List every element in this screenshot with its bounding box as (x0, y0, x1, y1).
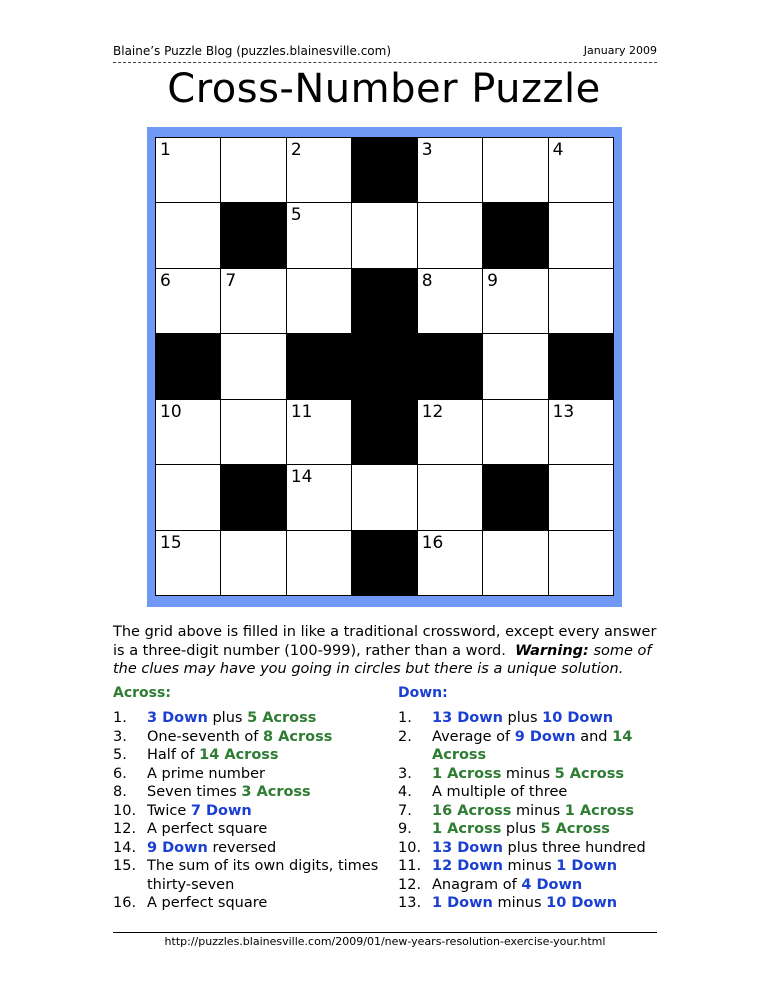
puzzle-grid (155, 137, 614, 596)
grid-cell[interactable] (287, 203, 352, 268)
grid-cell[interactable] (418, 269, 483, 334)
down-clue (398, 709, 658, 728)
down-clue (398, 765, 658, 784)
clue-text (147, 820, 383, 839)
clue-number: 3. (113, 728, 127, 745)
black-cell (352, 400, 417, 465)
grid-cell[interactable] (549, 269, 614, 334)
black-cell (483, 465, 548, 530)
grid-cell[interactable] (549, 465, 614, 530)
cell-number: 4 (552, 140, 564, 160)
intro-text: The grid above is filled in like a traditional crossword, except every answer is a three-digit number (100-999), rather than a word. (113, 624, 657, 659)
clue-text-part: A prime number (147, 765, 265, 782)
cell-number: 16 (421, 532, 444, 553)
clue-number: 8. (113, 784, 127, 800)
clue-text (147, 802, 383, 821)
across-clue (113, 802, 383, 821)
cell-number: 15 (160, 532, 182, 553)
blog-name: Blaine’s Puzzle Blog (puzzles.blainesville.com) (113, 44, 391, 58)
clue-number: 1. (398, 710, 412, 726)
across-clue (113, 839, 383, 858)
clue-text-part: plus (502, 710, 543, 726)
grid-cell[interactable] (418, 531, 483, 596)
black-cell (221, 465, 286, 530)
grid-cell[interactable] (418, 138, 483, 203)
black-cell (221, 203, 286, 268)
down-clue (398, 820, 658, 839)
across-clue (113, 857, 383, 894)
black-cell (352, 334, 417, 399)
clue-text (432, 709, 658, 728)
cell-number: 9 (487, 270, 498, 291)
clue-text-part: minus (502, 858, 557, 874)
down-clue (398, 802, 658, 821)
black-cell (287, 334, 352, 399)
grid-cell[interactable] (549, 531, 614, 596)
clue-text-part: Twice (147, 802, 191, 819)
cell-number: 12 (421, 401, 444, 422)
grid-cell[interactable] (549, 203, 614, 268)
clue-text (432, 894, 658, 913)
clue-text (432, 802, 658, 821)
grid-cell[interactable] (221, 138, 286, 203)
clue-reference: 1 Across (564, 802, 635, 819)
clue-number: 10. (398, 839, 422, 856)
clue-text-part: The sum of its own digits, times thirty-seven (147, 858, 379, 893)
clue-text-part: reversed (207, 839, 277, 856)
clue-text-part: One-seventh of (147, 728, 263, 745)
grid-cell[interactable] (156, 465, 221, 530)
clue-reference: 9 Down (147, 839, 208, 856)
clue-text (147, 839, 383, 858)
grid-cell[interactable] (287, 400, 352, 465)
down-clue (398, 857, 658, 876)
across-clue (113, 765, 383, 784)
across-clue (113, 820, 383, 839)
grid-cell[interactable] (221, 334, 286, 399)
across-clue (113, 894, 383, 913)
clue-reference: 5 Across (247, 710, 317, 726)
grid-cell[interactable] (352, 465, 417, 530)
black-cell (352, 531, 417, 596)
across-clue (113, 709, 383, 728)
clue-number: 6. (113, 765, 127, 782)
clue-text-part: Half of (147, 747, 200, 763)
clue-reference: 9 Down (514, 728, 576, 745)
black-cell (352, 138, 417, 203)
across-heading: Across: (113, 685, 171, 701)
across-clue (113, 728, 383, 747)
clue-reference: 4 Down (521, 876, 583, 893)
clue-text-part: Anagram of (432, 876, 522, 893)
cell-number: 5 (290, 205, 302, 226)
clue-reference: 16 Across (432, 802, 512, 819)
footer-url: http://puzzles.blainesville.com/2009/01/new-years-resolution-exercise-your.html (113, 932, 657, 948)
grid-cell[interactable] (156, 400, 221, 465)
clue-number: 14. (113, 839, 137, 856)
grid-cell[interactable] (221, 269, 286, 334)
clue-number: 3. (398, 765, 412, 782)
cell-number: 6 (160, 270, 171, 291)
grid-cell[interactable] (156, 269, 221, 334)
grid-cell[interactable] (221, 531, 286, 596)
black-cell (549, 334, 614, 399)
clue-text (147, 709, 383, 728)
down-clue (398, 728, 658, 765)
clue-reference: 10 Down (546, 895, 618, 911)
across-clues-list (113, 709, 383, 913)
grid-cell[interactable] (287, 531, 352, 596)
puzzle-frame (147, 127, 622, 607)
clue-number: 13. (398, 895, 422, 911)
clue-number: 12. (398, 876, 422, 893)
cell-number: 2 (290, 140, 302, 160)
clue-reference: 14 Across (199, 747, 279, 763)
clue-text (147, 765, 383, 784)
cell-number: 13 (552, 401, 575, 422)
clue-number: 12. (113, 821, 137, 837)
clue-number: 9. (398, 821, 412, 837)
clue-text (432, 728, 658, 765)
clue-text-part: A perfect square (147, 895, 268, 911)
warning-label: Warning: (515, 642, 589, 659)
clue-reference: 5 Across (554, 765, 624, 782)
clue-text-part: minus (511, 802, 565, 819)
clue-text (432, 783, 658, 802)
grid-cell[interactable] (483, 269, 548, 334)
clue-number: 16. (113, 895, 137, 911)
page-title: Cross-Number Puzzle (167, 66, 601, 112)
clue-reference: 1 Down (432, 895, 493, 911)
clue-text (147, 894, 383, 913)
across-clue (113, 746, 383, 765)
grid-cell[interactable] (549, 138, 614, 203)
clue-number: 4. (398, 784, 412, 800)
clue-text-part: A perfect square (147, 821, 268, 837)
clue-reference: 1 Across (432, 765, 502, 782)
intro-paragraph (113, 623, 661, 679)
clue-text-part: Average of (432, 728, 515, 745)
cell-number: 7 (225, 270, 237, 291)
clue-text-part: plus (207, 710, 248, 726)
down-clue (398, 894, 658, 913)
clue-text (432, 820, 658, 839)
warning-text: some of the clues may have you going in circles but there is a unique solution. (113, 642, 652, 677)
grid-cell[interactable] (483, 334, 548, 399)
clue-reference: 12 Down (432, 858, 503, 874)
clue-text (147, 783, 383, 802)
cell-number: 10 (160, 401, 182, 422)
cell-number: 3 (421, 140, 433, 160)
grid-cell[interactable] (287, 269, 352, 334)
clue-reference: 8 Across (263, 728, 333, 745)
clue-text (432, 839, 658, 858)
black-cell (418, 334, 483, 399)
clue-text (147, 857, 383, 894)
clue-reference: 7 Down (190, 802, 252, 819)
clue-number: 2. (398, 728, 412, 745)
page-header (113, 44, 657, 63)
clue-text (432, 765, 658, 784)
grid-cell[interactable] (483, 531, 548, 596)
down-clue (398, 839, 658, 858)
clue-text-part: plus three hundred (502, 839, 646, 856)
down-clue (398, 783, 658, 802)
down-clue (398, 876, 658, 895)
clue-text-part: and (575, 728, 613, 745)
clue-reference: 10 Down (542, 710, 614, 726)
clue-number: 1. (113, 710, 127, 726)
grid-cell[interactable] (287, 138, 352, 203)
cell-number: 11 (290, 401, 313, 422)
clue-text-part: A multiple of three (432, 784, 568, 800)
clue-text-part: plus (501, 821, 541, 837)
grid-cell[interactable] (287, 465, 352, 530)
black-cell (156, 334, 221, 399)
clue-number: 10. (113, 802, 137, 819)
date-label: January 2009 (583, 44, 657, 57)
clue-reference: 13 Down (432, 839, 503, 856)
clue-number: 15. (113, 858, 137, 874)
clue-text (432, 876, 658, 895)
cell-number: 1 (160, 140, 171, 160)
clue-number: 5. (113, 747, 127, 763)
grid-cell[interactable] (418, 400, 483, 465)
grid-cell[interactable] (418, 203, 483, 268)
clue-reference: 14 Across (432, 728, 633, 763)
clue-text (147, 728, 383, 747)
clue-reference: 3 Down (147, 710, 208, 726)
grid-cell[interactable] (483, 138, 548, 203)
black-cell (483, 203, 548, 268)
grid-cell[interactable] (418, 465, 483, 530)
grid-cell[interactable] (483, 400, 548, 465)
cell-number: 8 (421, 270, 433, 291)
clue-number: 7. (398, 802, 412, 819)
clue-text-part: minus (501, 765, 555, 782)
down-clues-list (398, 709, 658, 913)
clue-text (147, 746, 383, 765)
down-heading: Down: (398, 685, 448, 701)
grid-cell[interactable] (156, 531, 221, 596)
clue-text (432, 857, 658, 876)
grid-cell[interactable] (549, 400, 614, 465)
grid-cell[interactable] (156, 203, 221, 268)
cell-number: 14 (290, 467, 313, 488)
clue-reference: 13 Down (432, 710, 503, 726)
grid-cell[interactable] (352, 203, 417, 268)
clue-reference: 3 Across (241, 784, 311, 800)
grid-cell[interactable] (156, 138, 221, 203)
black-cell (352, 269, 417, 334)
grid-cell[interactable] (221, 400, 286, 465)
across-clue (113, 783, 383, 802)
clue-reference: 1 Across (432, 821, 502, 837)
clue-reference: 5 Across (540, 821, 610, 837)
clue-text-part: minus (492, 895, 547, 911)
clue-text-part: Seven times (147, 784, 242, 800)
clue-number: 11. (398, 858, 422, 874)
clue-reference: 1 Down (556, 858, 618, 874)
